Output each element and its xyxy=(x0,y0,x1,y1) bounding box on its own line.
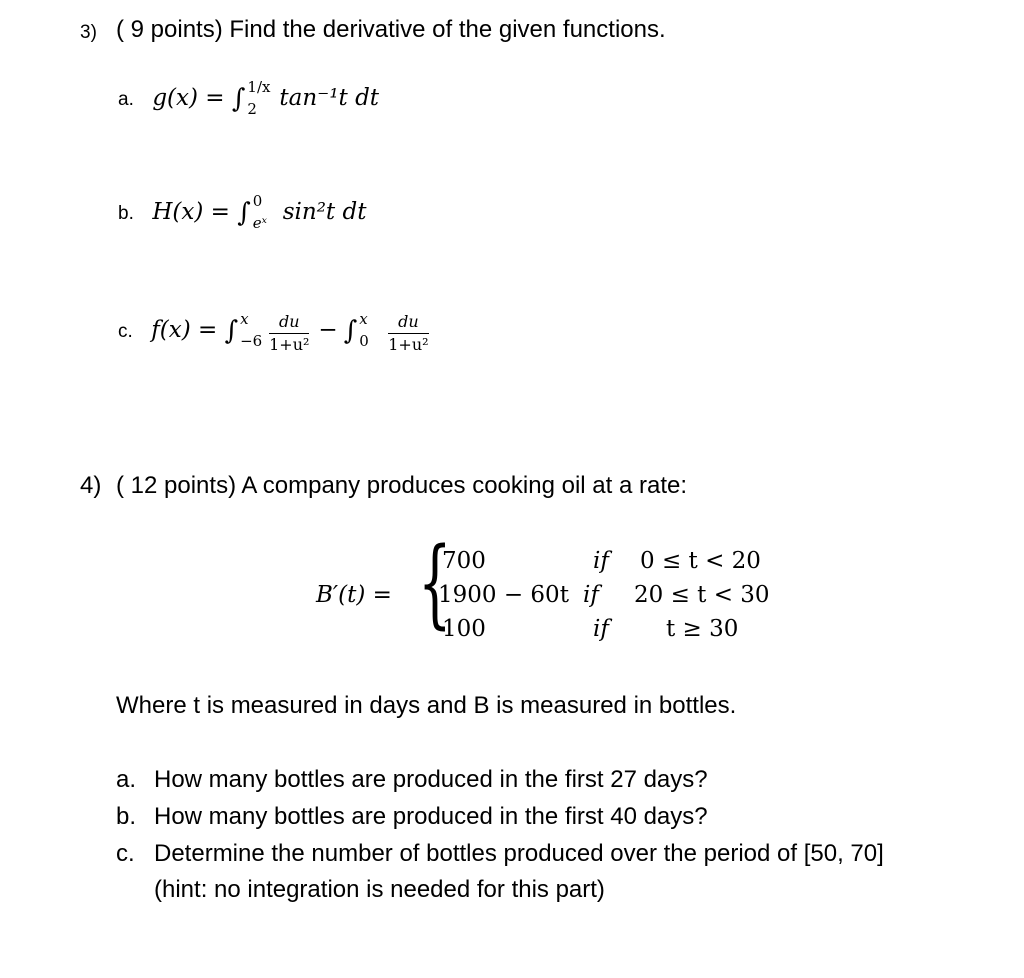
case-cond-3: t ≥ 30 xyxy=(666,616,739,642)
case-expr-1: 700 xyxy=(442,548,486,574)
function-lhs: f(x) = xyxy=(151,317,225,344)
fraction-numerator: du xyxy=(269,312,309,334)
lower-limit: 2 xyxy=(247,99,257,118)
integrand: sin²t dt xyxy=(282,199,367,225)
case-expr-2: 1900 − 60t xyxy=(438,582,569,608)
question-3a xyxy=(118,77,380,118)
upper-limit: x xyxy=(359,310,368,328)
integral-sign: ∫ xyxy=(231,84,246,114)
integral-sign: ∫ xyxy=(343,316,358,347)
function-lhs: g(x) = xyxy=(152,85,232,111)
part-a-text: How many bottles are produced in the first 27 days? xyxy=(154,766,708,793)
lower-limit: −6 xyxy=(240,332,263,350)
integral-limits xyxy=(251,191,279,232)
part-a-label: a. xyxy=(116,766,137,793)
piecewise-brace: { xyxy=(418,527,452,639)
part-b-text: How many bottles are produced in the first 40 days? xyxy=(154,803,708,830)
upper-limit: 1/x xyxy=(247,77,271,96)
integral-limits xyxy=(357,310,385,350)
integral-limits xyxy=(238,310,266,350)
function-lhs: H(x) = xyxy=(152,199,238,225)
case-expr-3: 100 xyxy=(442,616,486,642)
minus-sign: − xyxy=(318,317,338,344)
fraction-numerator: du xyxy=(388,312,428,334)
upper-limit: 0 xyxy=(252,191,263,210)
item-label: b. xyxy=(118,203,134,224)
case-if-1: if xyxy=(593,548,609,574)
question-3-heading: ( 9 points) Find the derivative of the given functions. xyxy=(116,16,666,43)
question-3b xyxy=(118,191,367,232)
integral-sign: ∫ xyxy=(224,316,239,347)
part-c-label: c. xyxy=(116,840,135,867)
question-4-number: 4) xyxy=(80,472,102,499)
integrand: tan⁻¹t dt xyxy=(279,85,380,111)
case-if-3: if xyxy=(593,616,609,642)
integral-sign: ∫ xyxy=(237,198,251,228)
fraction-denominator: 1+u² xyxy=(388,335,429,354)
question-4-heading: ( 12 points) A company produces cooking oil at a rate: xyxy=(116,472,687,499)
question-3c xyxy=(118,312,432,354)
case-cond-2: 20 ≤ t < 30 xyxy=(634,582,770,608)
part-c-hint: (hint: no integration is needed for this part) xyxy=(154,876,605,903)
lower-limit: 0 xyxy=(359,332,369,350)
part-b-label: b. xyxy=(116,803,137,830)
fraction xyxy=(269,312,309,354)
lower-limit: eˣ xyxy=(252,213,267,232)
question-3-number: 3) xyxy=(80,22,97,43)
fraction-denominator: 1+u² xyxy=(269,335,310,354)
part-c-text: Determine the number of bottles produced over the period of [50, 70] xyxy=(154,840,884,867)
piecewise-lhs: B′(t) = xyxy=(316,582,392,608)
upper-limit: x xyxy=(240,310,249,328)
item-label: a. xyxy=(118,89,134,110)
case-cond-1: 0 ≤ t < 20 xyxy=(640,548,761,574)
item-label: c. xyxy=(118,321,133,343)
fraction xyxy=(388,312,428,354)
case-if-2: if xyxy=(583,582,599,608)
integral-limits xyxy=(245,77,273,118)
units-note: Where t is measured in days and B is measured in bottles. xyxy=(116,692,737,719)
